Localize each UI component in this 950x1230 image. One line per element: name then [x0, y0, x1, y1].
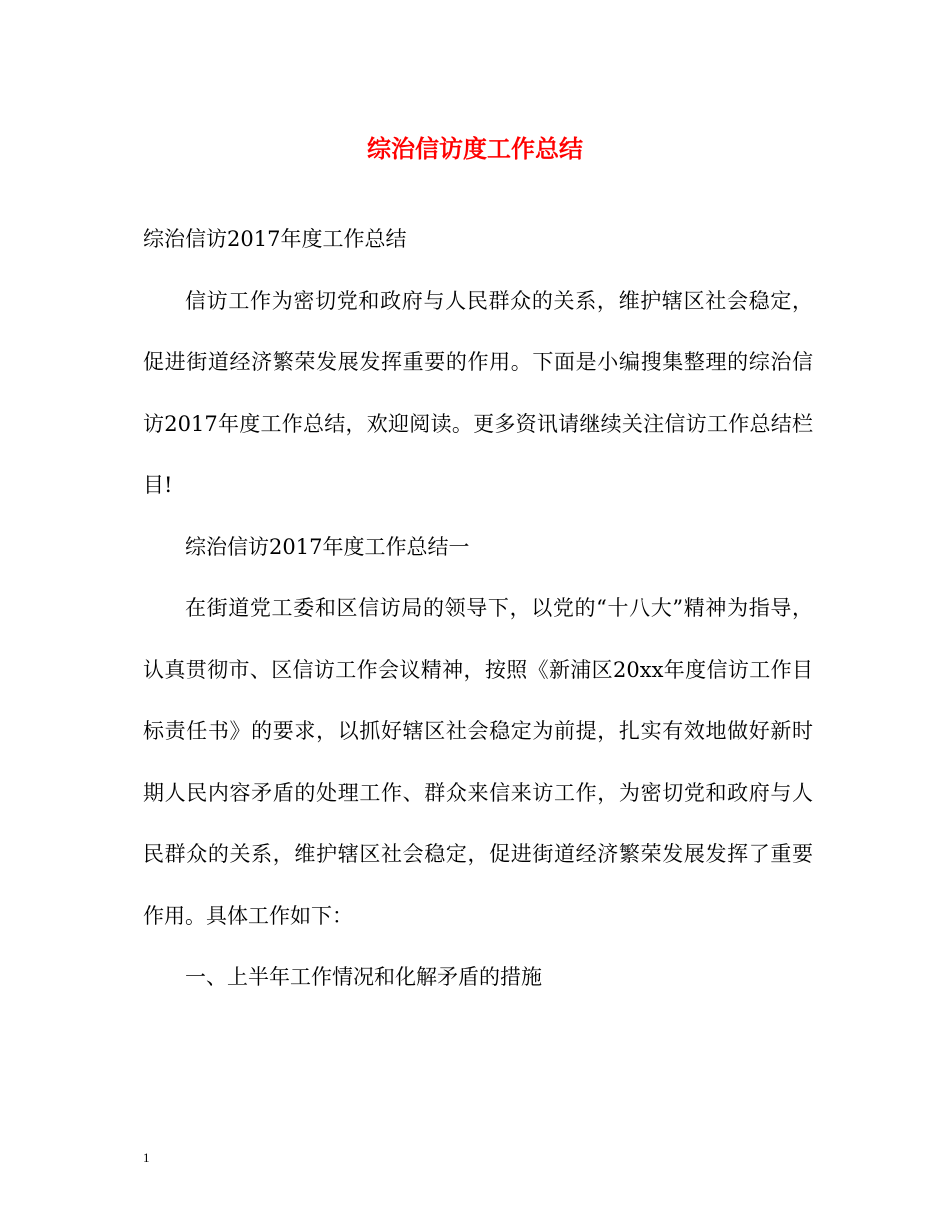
- paragraph-main: 在街道党工委和区信访局的领导下，以党的“十八大”精神为指导，认真贯彻市、区信访工作会议精神，按照《新浦区20xx年度信访工作目标责任书》的要求，以抓好辖区社会稳定为前提，扎实有效地做好新时期人民内容矛盾的处理工作、群众来信来访工作，为密切党和政府与人民群众的关系，维护辖区社会稳定，促进街道经济繁荣发展发挥了重要作用。具体工作如下：: [143, 596, 813, 928]
- document-title: 综治信访度工作总结: [367, 134, 583, 163]
- page-number: 1: [143, 1150, 150, 1165]
- paragraph-section-heading: 综治信访2017年度工作总结一: [185, 534, 470, 559]
- paragraph-subtitle: 综治信访2017年度工作总结: [143, 227, 407, 251]
- paragraph-intro: 信访工作为密切党和政府与人民群众的关系，维护辖区社会稳定，促进街道经济繁荣发展发挥重要的作用。下面是小编搜集整理的综治信访2017年度工作总结，欢迎阅读。更多资讯请继续关注信访工作总结栏目!: [143, 288, 813, 497]
- paragraph-subheading: 一、上半年工作情况和化解矛盾的措施: [185, 965, 542, 989]
- document-body: [143, 209, 813, 1009]
